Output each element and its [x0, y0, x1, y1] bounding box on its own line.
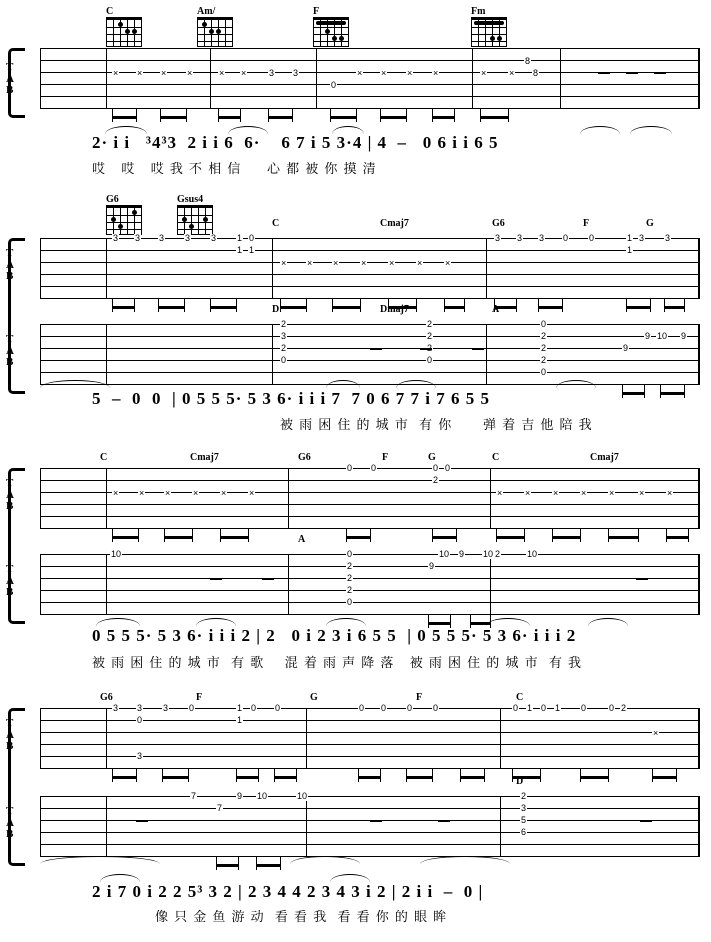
tab-clef	[6, 62, 14, 97]
tab-letter-a: A	[6, 258, 14, 271]
chord-label: F	[416, 692, 423, 703]
chord-label: C	[100, 452, 108, 463]
chord-label: D	[272, 304, 280, 315]
tab-letter-b: B	[6, 586, 14, 598]
chord-diagram-label: Fm	[471, 6, 486, 17]
chord-label: C	[492, 452, 500, 463]
chord-diagram-label: G6	[106, 194, 119, 205]
chord-diagram-c	[105, 6, 143, 47]
jianpu-line-3: 0 5 5 5· 5 3 6· i i i 2 | 2 0 i 2 3 i 6 5 5 | 0 5 5 5· 5 3 6· i i i 2	[92, 626, 577, 645]
tab-clef	[6, 334, 14, 369]
chord-label: A	[298, 534, 306, 545]
system-4	[0, 690, 711, 940]
chord-diagram-label: C	[106, 6, 114, 17]
chord-grid	[197, 17, 233, 47]
lyrics-line-4: 像 只 金 鱼 游 动 看 看 我 看 看 你 的 眼 眸	[155, 910, 448, 925]
chord-label: G	[310, 692, 318, 703]
tab-letter-t: T	[6, 563, 14, 575]
chord-label: G	[646, 218, 654, 229]
tab-letter-t: T	[6, 805, 14, 817]
chord-diagram-label: Gsus4	[177, 194, 204, 205]
tab-clef	[6, 806, 14, 841]
chord-diagram-label: Am/	[197, 6, 216, 17]
chord-diagram-am	[196, 6, 234, 47]
tab-letter-a: A	[6, 816, 14, 829]
tab-letter-t: T	[6, 333, 14, 345]
tab-letter-a: A	[6, 728, 14, 741]
tab-stave: T A B × × × × × × 0 0 0 2 0 × × × × × × ×	[40, 468, 700, 532]
chord-diagram-fm	[470, 6, 508, 47]
chord-label: A	[492, 304, 500, 315]
tab-letter-t: T	[6, 717, 14, 729]
lyrics-line-1: 哎 哎 哎 我 不 相 信 心 都 被 你 摸 清	[92, 162, 377, 177]
tab-clef	[6, 478, 14, 513]
tab-clef	[6, 248, 14, 283]
chord-diagram-f	[312, 6, 350, 47]
tab-stave: T A B 3 3 3 0 0 3 1 0 0 1 0 0 0 0 0 1 0 1 0 0 2 ×	[40, 708, 700, 772]
chord-label: Cmaj7	[380, 218, 409, 229]
tab-stave: T A B 10 0 2 2 2 0 10 9 9 10 2 10	[40, 554, 700, 618]
tab-stave: T A B 3 3 3 3 3 1 0 1 1 × × × × × × × 3 3 3 0 0 1 3 3 1	[40, 238, 700, 302]
chord-label: G	[428, 452, 436, 463]
jianpu-line-1: 2· i i ³4³3 2 i i 6 6· 6 7 i 5 3·4 | 4 – 0 6 i i 6 5	[92, 133, 499, 152]
tab-letter-a: A	[6, 344, 14, 357]
chord-label: G6	[492, 218, 505, 229]
tab-clef	[6, 718, 14, 753]
lyrics-line-3: 被 雨 困 住 的 城 市 有 歌 混 着 雨 声 降 落 被 雨 困 住 的 城 市 有 我	[92, 656, 582, 671]
tab-stave: T A B × × × × × × 3 3 0 × × × × × × 8 8	[40, 48, 700, 112]
tab-letter-a: A	[6, 574, 14, 587]
tab-letter-b: B	[6, 270, 14, 282]
chord-label: G6	[298, 452, 311, 463]
chord-label: C	[272, 218, 280, 229]
lyrics-line-2: 被 雨 困 住 的 城 市 有 你 弹 着 吉 他 陪 我	[280, 418, 593, 433]
chord-label: F	[196, 692, 203, 703]
tab-letter-b: B	[6, 84, 14, 96]
chord-label: Cmaj7	[590, 452, 619, 463]
tab-stave: T A B 2 3 2 0 2 2 0 0 2 2 2 0 9 9 10 9	[40, 324, 700, 388]
chord-diagram-g6	[105, 194, 143, 235]
chord-label: F	[382, 452, 389, 463]
tab-letter-a: A	[6, 72, 14, 85]
tab-letter-b: B	[6, 356, 14, 368]
jianpu-line-4: 2 i 7 0 i 2 2 5³ 3 2 | 2 3 4 4 2 3 4 3 i 2 | 2 i i – 0 |	[92, 882, 484, 901]
chord-label: F	[583, 218, 590, 229]
chord-label: Cmaj7	[190, 452, 219, 463]
system-3	[0, 444, 711, 684]
chord-label: D	[516, 776, 524, 787]
system-1	[0, 0, 711, 175]
chord-grid	[177, 205, 213, 235]
tab-letter-b: B	[6, 500, 14, 512]
chord-grid	[106, 205, 142, 235]
tab-letter-t: T	[6, 61, 14, 73]
jianpu-line-2: 5 – 0 0 | 0 5 5 5· 5 3 6· i i i 7 7 0 6 7 7 i 7 6 5 5	[92, 389, 490, 408]
chord-grid	[313, 17, 349, 47]
tab-stave: T A B 7 9 10 10 7 2 3 5 6	[40, 796, 700, 860]
tab-letter-b: B	[6, 828, 14, 840]
chord-grid	[106, 17, 142, 47]
chord-diagram-gsus4	[176, 194, 214, 235]
tab-letter-t: T	[6, 247, 14, 259]
tab-letter-a: A	[6, 488, 14, 501]
tab-letter-t: T	[6, 477, 14, 489]
system-2	[0, 194, 711, 434]
tab-clef	[6, 564, 14, 599]
chord-grid	[471, 17, 507, 47]
tab-letter-b: B	[6, 740, 14, 752]
chord-label: C	[516, 692, 524, 703]
chord-label: Dmaj7	[380, 304, 409, 315]
chord-label: G6	[100, 692, 113, 703]
chord-diagram-label: F	[313, 6, 320, 17]
